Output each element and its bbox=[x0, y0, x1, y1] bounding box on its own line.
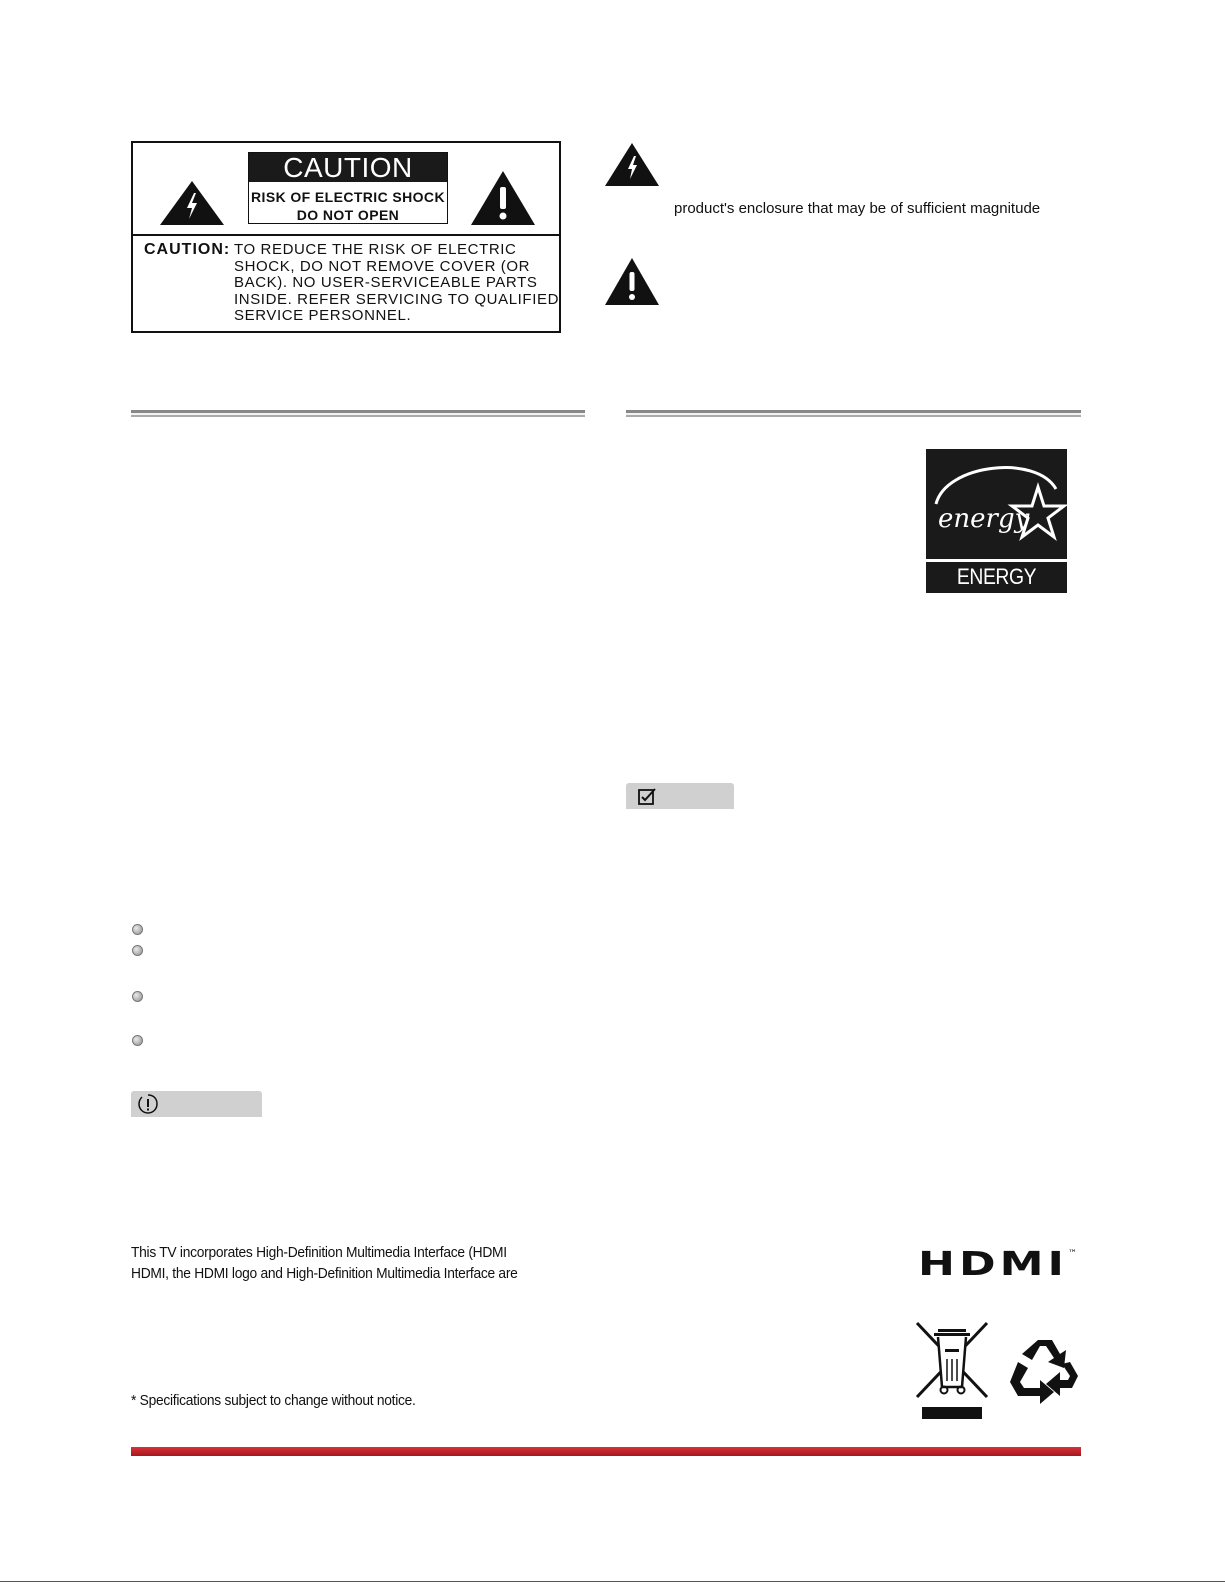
caution-line: BACK). NO USER-SERVICEABLE PARTS bbox=[234, 274, 538, 291]
note-tag bbox=[626, 783, 734, 809]
caution-label bbox=[131, 141, 561, 333]
hdmi-text-line: This TV incorporates High-Definition Multimedia Interface (HDMI bbox=[131, 1244, 507, 1261]
exclamation-warning-icon bbox=[605, 258, 659, 305]
bullet-point bbox=[132, 945, 143, 956]
recycle-icon bbox=[1008, 1336, 1082, 1406]
exclamation-warning-icon bbox=[471, 171, 535, 225]
bullet-point bbox=[132, 924, 143, 935]
section-divider-right bbox=[626, 410, 1081, 417]
energy-star-label: ENERGY STAR bbox=[956, 564, 1037, 615]
hdmi-logo-text: HDMI bbox=[918, 1246, 1068, 1278]
energy-script-text: energy bbox=[938, 504, 1030, 534]
caution-divider bbox=[133, 234, 559, 236]
caution-tag bbox=[131, 1091, 262, 1117]
caution-title: CAUTION bbox=[249, 153, 447, 182]
energy-star-mark-icon bbox=[926, 449, 1067, 559]
caution-line: SERVICE PERSONNEL. bbox=[234, 307, 412, 324]
caution-risk-text: RISK OF ELECTRIC SHOCK bbox=[251, 189, 445, 205]
caution-line: INSIDE. REFER SERVICING TO QUALIFIED bbox=[234, 290, 559, 308]
energy-star-logo bbox=[926, 449, 1067, 615]
section-divider-left bbox=[131, 410, 585, 417]
note-checkbox-icon bbox=[638, 787, 660, 805]
caution-line: TO REDUCE THE RISK OF ELECTRIC bbox=[234, 241, 517, 258]
lightning-warning-icon bbox=[160, 181, 224, 225]
caution-title-box bbox=[248, 152, 448, 224]
energy-star-separator bbox=[926, 559, 1067, 562]
lightning-warning-text: product's enclosure that may be of sufficient magnitude bbox=[674, 200, 1041, 217]
caution-prefix: CAUTION: bbox=[144, 241, 231, 258]
caution-line: SHOCK, DO NOT REMOVE COVER (OR bbox=[234, 257, 531, 275]
page-bottom-rule bbox=[0, 1581, 1225, 1582]
hdmi-logo bbox=[918, 1246, 1080, 1278]
hdmi-text-line: HDMI, the HDMI logo and High-Definition Multimedia Interface are bbox=[131, 1265, 518, 1282]
bullet-point bbox=[132, 1035, 143, 1046]
bullet-point bbox=[132, 991, 143, 1002]
specs-notice: * Specifications subject to change without notice. bbox=[131, 1392, 416, 1409]
lightning-warning-icon bbox=[605, 143, 659, 186]
caution-info-icon bbox=[137, 1094, 159, 1114]
hdmi-tm: ™ bbox=[1068, 1249, 1077, 1259]
caution-do-not-open: DO NOT OPEN bbox=[296, 207, 400, 223]
weee-crossed-bin-icon bbox=[914, 1321, 990, 1421]
footer-bar bbox=[131, 1447, 1081, 1456]
